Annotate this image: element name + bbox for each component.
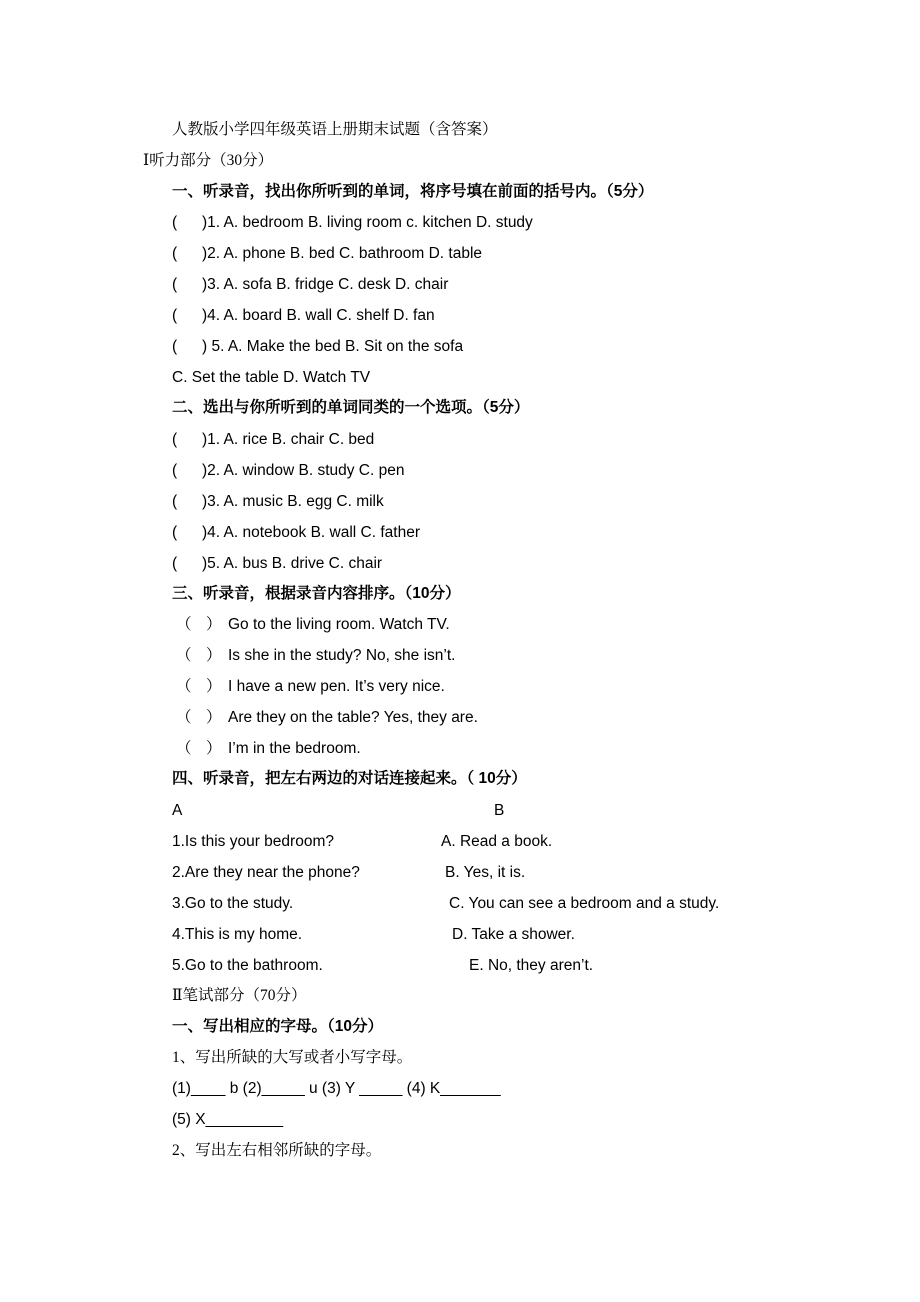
sentence-text: Are they on the table? Yes, they are. — [228, 709, 478, 726]
written-section-1-heading: 一、写出相应的字母。（10分） — [172, 1018, 383, 1035]
match-right-item: C. You can see a bedroom and a study. — [449, 895, 720, 912]
listening-part-heading: Ⅰ听力部分（30分） — [143, 152, 274, 169]
question-text: )1. A. rice B. chair C. bed — [202, 431, 375, 448]
question-text: )3. A. music B. egg C. milk — [202, 493, 384, 510]
question-text: )4. A. notebook B. wall C. father — [202, 524, 420, 541]
written-subquestion-2: 2、写出左右相邻所缺的字母。 — [172, 1142, 382, 1159]
answer-bracket: ( — [172, 338, 178, 355]
letter-blanks-row-1: (1)____ b (2)_____ u (3) Y _____ (4) K_______ — [172, 1080, 501, 1097]
close-bracket: ） — [206, 740, 222, 757]
question-text: )2. A. phone B. bed C. bathroom D. table — [202, 245, 483, 262]
sentence-text: I’m in the bedroom. — [228, 740, 361, 757]
match-right-item: E. No, they aren’t. — [469, 957, 594, 974]
answer-bracket: ( — [172, 462, 178, 479]
answer-bracket: ( — [172, 431, 178, 448]
match-right-item: D. Take a shower. — [452, 926, 575, 943]
answer-bracket: ( — [172, 214, 178, 231]
column-b-label: B — [494, 802, 505, 819]
close-bracket: ） — [206, 709, 222, 726]
section-1-heading: 一、听录音，找出你所听到的单词，将序号填在前面的括号内。（5分） — [172, 183, 654, 200]
match-left-item: 5.Go to the bathroom. — [172, 957, 323, 974]
section-4-heading: 四、听录音，把左右两边的对话连接起来。（ 10分） — [172, 770, 527, 787]
question-text: )5. A. bus B. drive C. chair — [202, 555, 383, 572]
section-2-heading: 二、选出与你所听到的单词同类的一个选项。（5分） — [172, 399, 530, 416]
close-bracket: ） — [206, 647, 222, 664]
column-a-label: A — [172, 802, 183, 819]
question-text: )4. A. board B. wall C. shelf D. fan — [202, 307, 435, 324]
question-text: )3. A. sofa B. fridge C. desk D. chair — [202, 276, 449, 293]
sentence-text: Go to the living room. Watch TV. — [228, 616, 450, 633]
sentence-text: I have a new pen. It’s very nice. — [228, 678, 445, 695]
open-bracket: （ — [176, 709, 192, 726]
close-bracket: ） — [206, 678, 222, 695]
sentence-text: Is she in the study? No, she isn’t. — [228, 647, 456, 664]
written-part-heading: Ⅱ笔试部分（70分） — [172, 987, 307, 1004]
question-text: )1. A. bedroom B. living room c. kitchen D. study — [202, 214, 533, 231]
question-text: ) 5. A. Make the bed B. Sit on the sofa — [202, 338, 464, 355]
open-bracket: （ — [176, 740, 192, 757]
close-bracket: ） — [206, 616, 222, 633]
section-3-heading: 三、听录音，根据录音内容排序。（10分） — [172, 585, 461, 602]
answer-bracket: ( — [172, 307, 178, 324]
match-right-item: B. Yes, it is. — [445, 864, 526, 881]
open-bracket: （ — [176, 616, 192, 633]
answer-bracket: ( — [172, 524, 178, 541]
open-bracket: （ — [176, 647, 192, 664]
match-left-item: 4.This is my home. — [172, 926, 303, 943]
match-right-item: A. Read a book. — [441, 833, 553, 850]
match-left-item: 2.Are they near the phone? — [172, 864, 360, 881]
answer-bracket: ( — [172, 555, 178, 572]
answer-bracket: ( — [172, 276, 178, 293]
question-text: )2. A. window B. study C. pen — [202, 462, 405, 479]
written-subquestion-1: 1、写出所缺的大写或者小写字母。 — [172, 1049, 413, 1066]
section-1-continuation: C. Set the table D. Watch TV — [172, 369, 371, 386]
match-left-item: 3.Go to the study. — [172, 895, 294, 912]
document-title: 人教版小学四年级英语上册期末试题（含答案） — [172, 121, 498, 138]
answer-bracket: ( — [172, 245, 178, 262]
open-bracket: （ — [176, 678, 192, 695]
answer-bracket: ( — [172, 493, 178, 510]
match-left-item: 1.Is this your bedroom? — [172, 833, 334, 850]
letter-blanks-row-2: (5) X_________ — [172, 1111, 284, 1128]
